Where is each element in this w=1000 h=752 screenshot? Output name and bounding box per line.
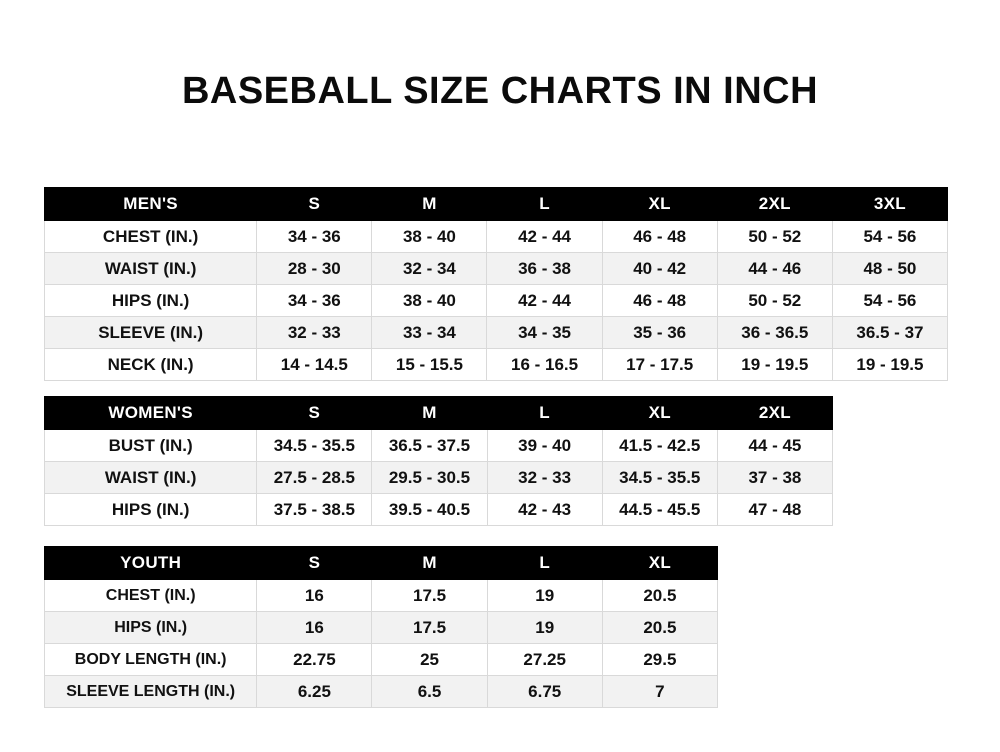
cell: 46 - 48: [602, 221, 717, 253]
table-row: [45, 462, 833, 494]
youth-header-s: S: [257, 547, 372, 580]
row-label: WAIST (IN.): [45, 462, 257, 494]
row-label: NECK (IN.): [45, 349, 257, 381]
mens-table-body: [45, 221, 948, 381]
mens-header-3xl: 3XL: [832, 188, 947, 221]
cell: 29.5: [602, 644, 717, 676]
cell: 44 - 45: [717, 430, 832, 462]
cell: 28 - 30: [257, 253, 372, 285]
cell: 22.75: [257, 644, 372, 676]
cell: 37 - 38: [717, 462, 832, 494]
cell: 36 - 36.5: [717, 317, 832, 349]
womens-size-table-container: [44, 396, 833, 526]
row-label: BUST (IN.): [45, 430, 257, 462]
cell: 6.25: [257, 676, 372, 708]
cell: 20.5: [602, 612, 717, 644]
cell: 33 - 34: [372, 317, 487, 349]
mens-header-s: S: [257, 188, 372, 221]
mens-size-table: [44, 187, 948, 381]
cell: 19 - 19.5: [717, 349, 832, 381]
row-label: BODY LENGTH (IN.): [45, 644, 257, 676]
cell: 20.5: [602, 580, 717, 612]
cell: 40 - 42: [602, 253, 717, 285]
cell: 48 - 50: [832, 253, 947, 285]
cell: 34 - 36: [257, 221, 372, 253]
table-row: [45, 317, 948, 349]
cell: 34 - 36: [257, 285, 372, 317]
page-title: BASEBALL SIZE CHARTS IN INCH: [181, 70, 819, 112]
table-row: [45, 494, 833, 526]
cell: 38 - 40: [372, 285, 487, 317]
womens-header-2xl: 2XL: [717, 397, 832, 430]
womens-header-s: S: [257, 397, 372, 430]
cell: 54 - 56: [832, 285, 947, 317]
cell: 38 - 40: [372, 221, 487, 253]
cell: 32 - 34: [372, 253, 487, 285]
cell: 42 - 44: [487, 285, 602, 317]
cell: 16: [257, 580, 372, 612]
table-row: [45, 349, 948, 381]
womens-header-l: L: [487, 397, 602, 430]
mens-header-xl: XL: [602, 188, 717, 221]
cell: 27.25: [487, 644, 602, 676]
cell: 6.75: [487, 676, 602, 708]
table-row: [45, 285, 948, 317]
cell: 7: [602, 676, 717, 708]
youth-header-m: M: [372, 547, 487, 580]
cell: 6.5: [372, 676, 487, 708]
row-label: SLEEVE (IN.): [45, 317, 257, 349]
cell: 36 - 38: [487, 253, 602, 285]
row-label: CHEST (IN.): [45, 221, 257, 253]
row-label: HIPS (IN.): [45, 612, 257, 644]
womens-table-body: [45, 430, 833, 526]
mens-header-l: L: [487, 188, 602, 221]
womens-header-m: M: [372, 397, 487, 430]
cell: 34.5 - 35.5: [602, 462, 717, 494]
cell: 14 - 14.5: [257, 349, 372, 381]
mens-table-header: [45, 188, 948, 221]
cell: 16: [257, 612, 372, 644]
youth-size-table: [44, 546, 718, 708]
womens-header-category: WOMEN'S: [45, 397, 257, 430]
row-label: HIPS (IN.): [45, 285, 257, 317]
cell: 17 - 17.5: [602, 349, 717, 381]
cell: 19 - 19.5: [832, 349, 947, 381]
cell: 34.5 - 35.5: [257, 430, 372, 462]
cell: 32 - 33: [257, 317, 372, 349]
cell: 50 - 52: [717, 221, 832, 253]
table-row: [45, 676, 718, 708]
youth-header-l: L: [487, 547, 602, 580]
womens-table-header: [45, 397, 833, 430]
cell: 17.5: [372, 612, 487, 644]
table-header-row: [45, 547, 718, 580]
womens-size-table: [44, 396, 833, 526]
table-row: [45, 253, 948, 285]
row-label: CHEST (IN.): [45, 580, 257, 612]
youth-table-header: [45, 547, 718, 580]
table-row: [45, 612, 718, 644]
table-header-row: [45, 188, 948, 221]
cell: 17.5: [372, 580, 487, 612]
cell: 15 - 15.5: [372, 349, 487, 381]
cell: 37.5 - 38.5: [257, 494, 372, 526]
cell: 34 - 35: [487, 317, 602, 349]
cell: 27.5 - 28.5: [257, 462, 372, 494]
mens-header-category: MEN'S: [45, 188, 257, 221]
cell: 25: [372, 644, 487, 676]
cell: 29.5 - 30.5: [372, 462, 487, 494]
cell: 42 - 44: [487, 221, 602, 253]
cell: 19: [487, 580, 602, 612]
row-label: HIPS (IN.): [45, 494, 257, 526]
cell: 39.5 - 40.5: [372, 494, 487, 526]
cell: 32 - 33: [487, 462, 602, 494]
cell: 35 - 36: [602, 317, 717, 349]
cell: 50 - 52: [717, 285, 832, 317]
cell: 42 - 43: [487, 494, 602, 526]
table-row: [45, 221, 948, 253]
mens-header-m: M: [372, 188, 487, 221]
cell: 19: [487, 612, 602, 644]
youth-header-category: YOUTH: [45, 547, 257, 580]
youth-header-xl: XL: [602, 547, 717, 580]
cell: 41.5 - 42.5: [602, 430, 717, 462]
table-row: [45, 644, 718, 676]
cell: 36.5 - 37.5: [372, 430, 487, 462]
cell: 46 - 48: [602, 285, 717, 317]
table-header-row: [45, 397, 833, 430]
mens-header-2xl: 2XL: [717, 188, 832, 221]
cell: 44 - 46: [717, 253, 832, 285]
row-label: SLEEVE LENGTH (IN.): [45, 676, 257, 708]
cell: 44.5 - 45.5: [602, 494, 717, 526]
row-label: WAIST (IN.): [45, 253, 257, 285]
cell: 47 - 48: [717, 494, 832, 526]
cell: 16 - 16.5: [487, 349, 602, 381]
youth-size-table-container: [44, 546, 718, 708]
cell: 36.5 - 37: [832, 317, 947, 349]
mens-size-table-container: [44, 187, 948, 381]
cell: 39 - 40: [487, 430, 602, 462]
youth-table-body: [45, 580, 718, 708]
cell: 54 - 56: [832, 221, 947, 253]
table-row: [45, 580, 718, 612]
table-row: [45, 430, 833, 462]
womens-header-xl: XL: [602, 397, 717, 430]
